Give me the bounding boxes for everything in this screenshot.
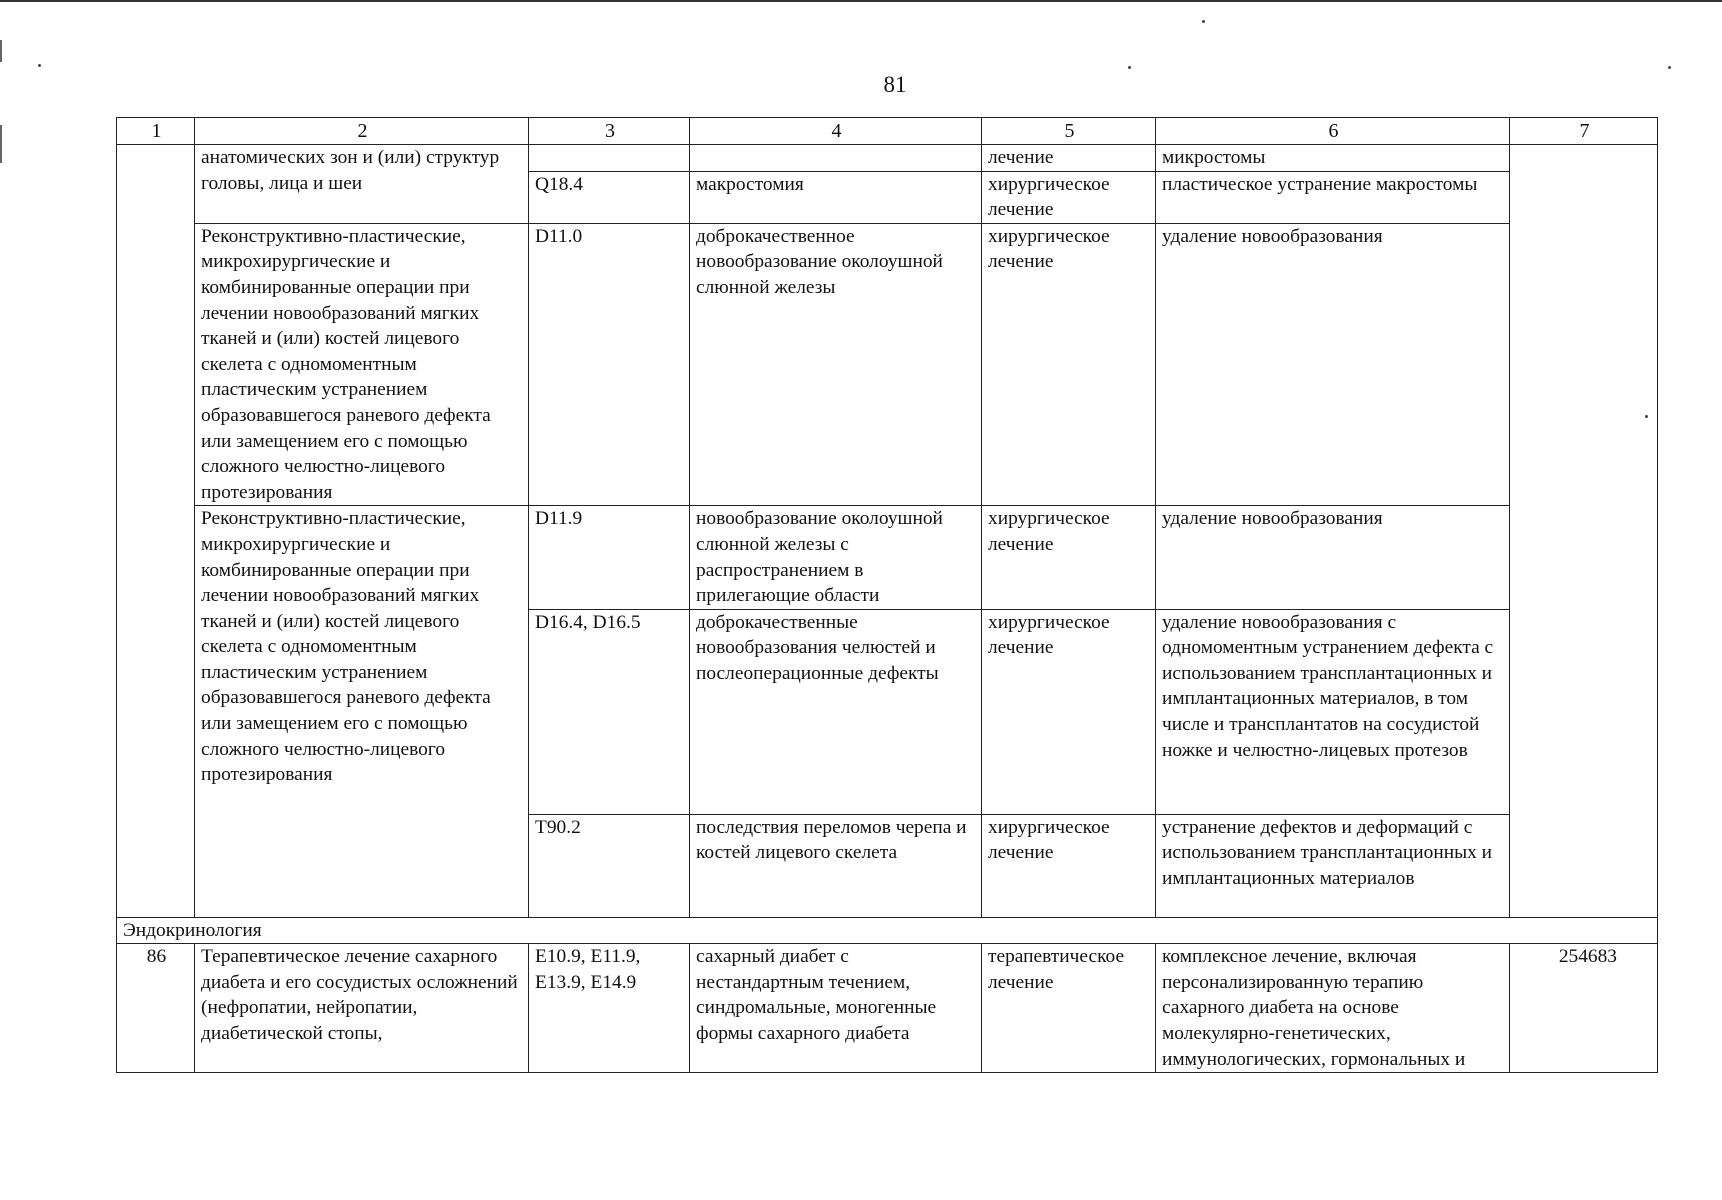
- treatment-type-cell: хирургическое лечение: [982, 609, 1156, 814]
- procedure-group-cell: Реконструктивно-пластические, микрохирургические и комбинированные операции при лечении новообразований мягких тканей и (или) костей лицевого скелета с одномоментным пластическим устранением образовавшегося раневого дефекта или замещением его с помощью сложного челюстно-лицевого протезирования: [195, 506, 529, 917]
- icd-code-cell: D11.0: [529, 223, 690, 506]
- header-cell-4: 4: [690, 118, 982, 145]
- scan-dot: [1668, 66, 1671, 69]
- diagnosis-cell: доброкачественное новообразование околоушной слюнной железы: [690, 223, 982, 506]
- header-row: [117, 118, 1658, 145]
- diagnosis-cell: [690, 145, 982, 172]
- icd-code-cell: [529, 145, 690, 172]
- treatment-method-cell: удаление новообразования: [1156, 223, 1510, 506]
- procedure-group-cell: Терапевтическое лечение сахарного диабета и его сосудистых осложнений (нефропатии, нейропатии, диабетической стопы,: [195, 944, 529, 1073]
- icd-code-cell: D16.4, D16.5: [529, 609, 690, 814]
- header-cell-5: 5: [982, 118, 1156, 145]
- scan-dot: [38, 64, 41, 67]
- row-number-cell: 86: [117, 944, 195, 1073]
- diagnosis-cell: новообразование околоушной слюнной железы с распространением в прилегающие области: [690, 506, 982, 609]
- treatment-method-cell: удаление новообразования с одномоментным устранением дефекта с использованием трансплантационных и имплантационных материалов, в том числе и трансплантатов на сосудистой ножке и челюстно-лицевых протезов: [1156, 609, 1510, 814]
- procedure-group-cell: анатомических зон и (или) структур головы, лица и шеи: [195, 145, 529, 224]
- section-title: Эндокринология: [117, 917, 1658, 944]
- section-row: [117, 917, 1658, 944]
- header-cell-7: 7: [1510, 118, 1658, 145]
- diagnosis-cell: сахарный диабет с нестандартным течением, синдромальные, моногенные формы сахарного диабета: [690, 944, 982, 1073]
- treatment-type-cell: хирургическое лечение: [982, 223, 1156, 506]
- header-cell-3: 3: [529, 118, 690, 145]
- table-row: [117, 223, 1658, 506]
- page-number: 81: [883, 72, 907, 97]
- row-number-cell: [117, 145, 195, 918]
- icd-code-cell: Q18.4: [529, 171, 690, 223]
- scan-edge-mark: [0, 125, 2, 163]
- diagnosis-cell: макростомия: [690, 171, 982, 223]
- icd-code-cell: E10.9, E11.9, E13.9, E14.9: [529, 944, 690, 1073]
- header-cell-1: 1: [117, 118, 195, 145]
- treatment-type-cell: лечение: [982, 145, 1156, 172]
- icd-code-cell: T90.2: [529, 814, 690, 917]
- cost-cell: [1510, 145, 1658, 918]
- procedure-group-cell: Реконструктивно-пластические, микрохирургические и комбинированные операции при лечении новообразований мягких тканей и (или) костей лицевого скелета с одномоментным пластическим устранением образовавшегося раневого дефекта или замещением его с помощью сложного челюстно-лицевого протезирования: [195, 223, 529, 506]
- table-row: [117, 944, 1658, 1073]
- scan-edge-mark: [0, 40, 2, 62]
- table-row: [117, 145, 1658, 172]
- scan-dot: [1202, 20, 1205, 23]
- treatment-type-cell: хирургическое лечение: [982, 171, 1156, 223]
- diagnosis-cell: последствия переломов черепа и костей лицевого скелета: [690, 814, 982, 917]
- treatment-method-cell: пластическое устранение макростомы: [1156, 171, 1510, 223]
- header-cell-6: 6: [1156, 118, 1510, 145]
- treatment-type-cell: хирургическое лечение: [982, 814, 1156, 917]
- treatment-type-cell: хирургическое лечение: [982, 506, 1156, 609]
- header-cell-2: 2: [195, 118, 529, 145]
- cost-cell: 254683: [1510, 944, 1658, 1073]
- table-row: [117, 506, 1658, 609]
- diagnosis-cell: доброкачественные новообразования челюстей и послеоперационные дефекты: [690, 609, 982, 814]
- scan-dot: [1128, 66, 1131, 69]
- medical-procedures-table: [116, 117, 1658, 1073]
- icd-code-cell: D11.9: [529, 506, 690, 609]
- treatment-method-cell: микростомы: [1156, 145, 1510, 172]
- treatment-method-cell: удаление новообразования: [1156, 506, 1510, 609]
- top-border-line: [0, 0, 1722, 2]
- treatment-method-cell: комплексное лечение, включая персонализированную терапию сахарного диабета на основе молекулярно-генетических, иммунологических, гормональных и: [1156, 944, 1510, 1073]
- treatment-type-cell: терапевтическое лечение: [982, 944, 1156, 1073]
- treatment-method-cell: устранение дефектов и деформаций с использованием трансплантационных и имплантационных материалов: [1156, 814, 1510, 917]
